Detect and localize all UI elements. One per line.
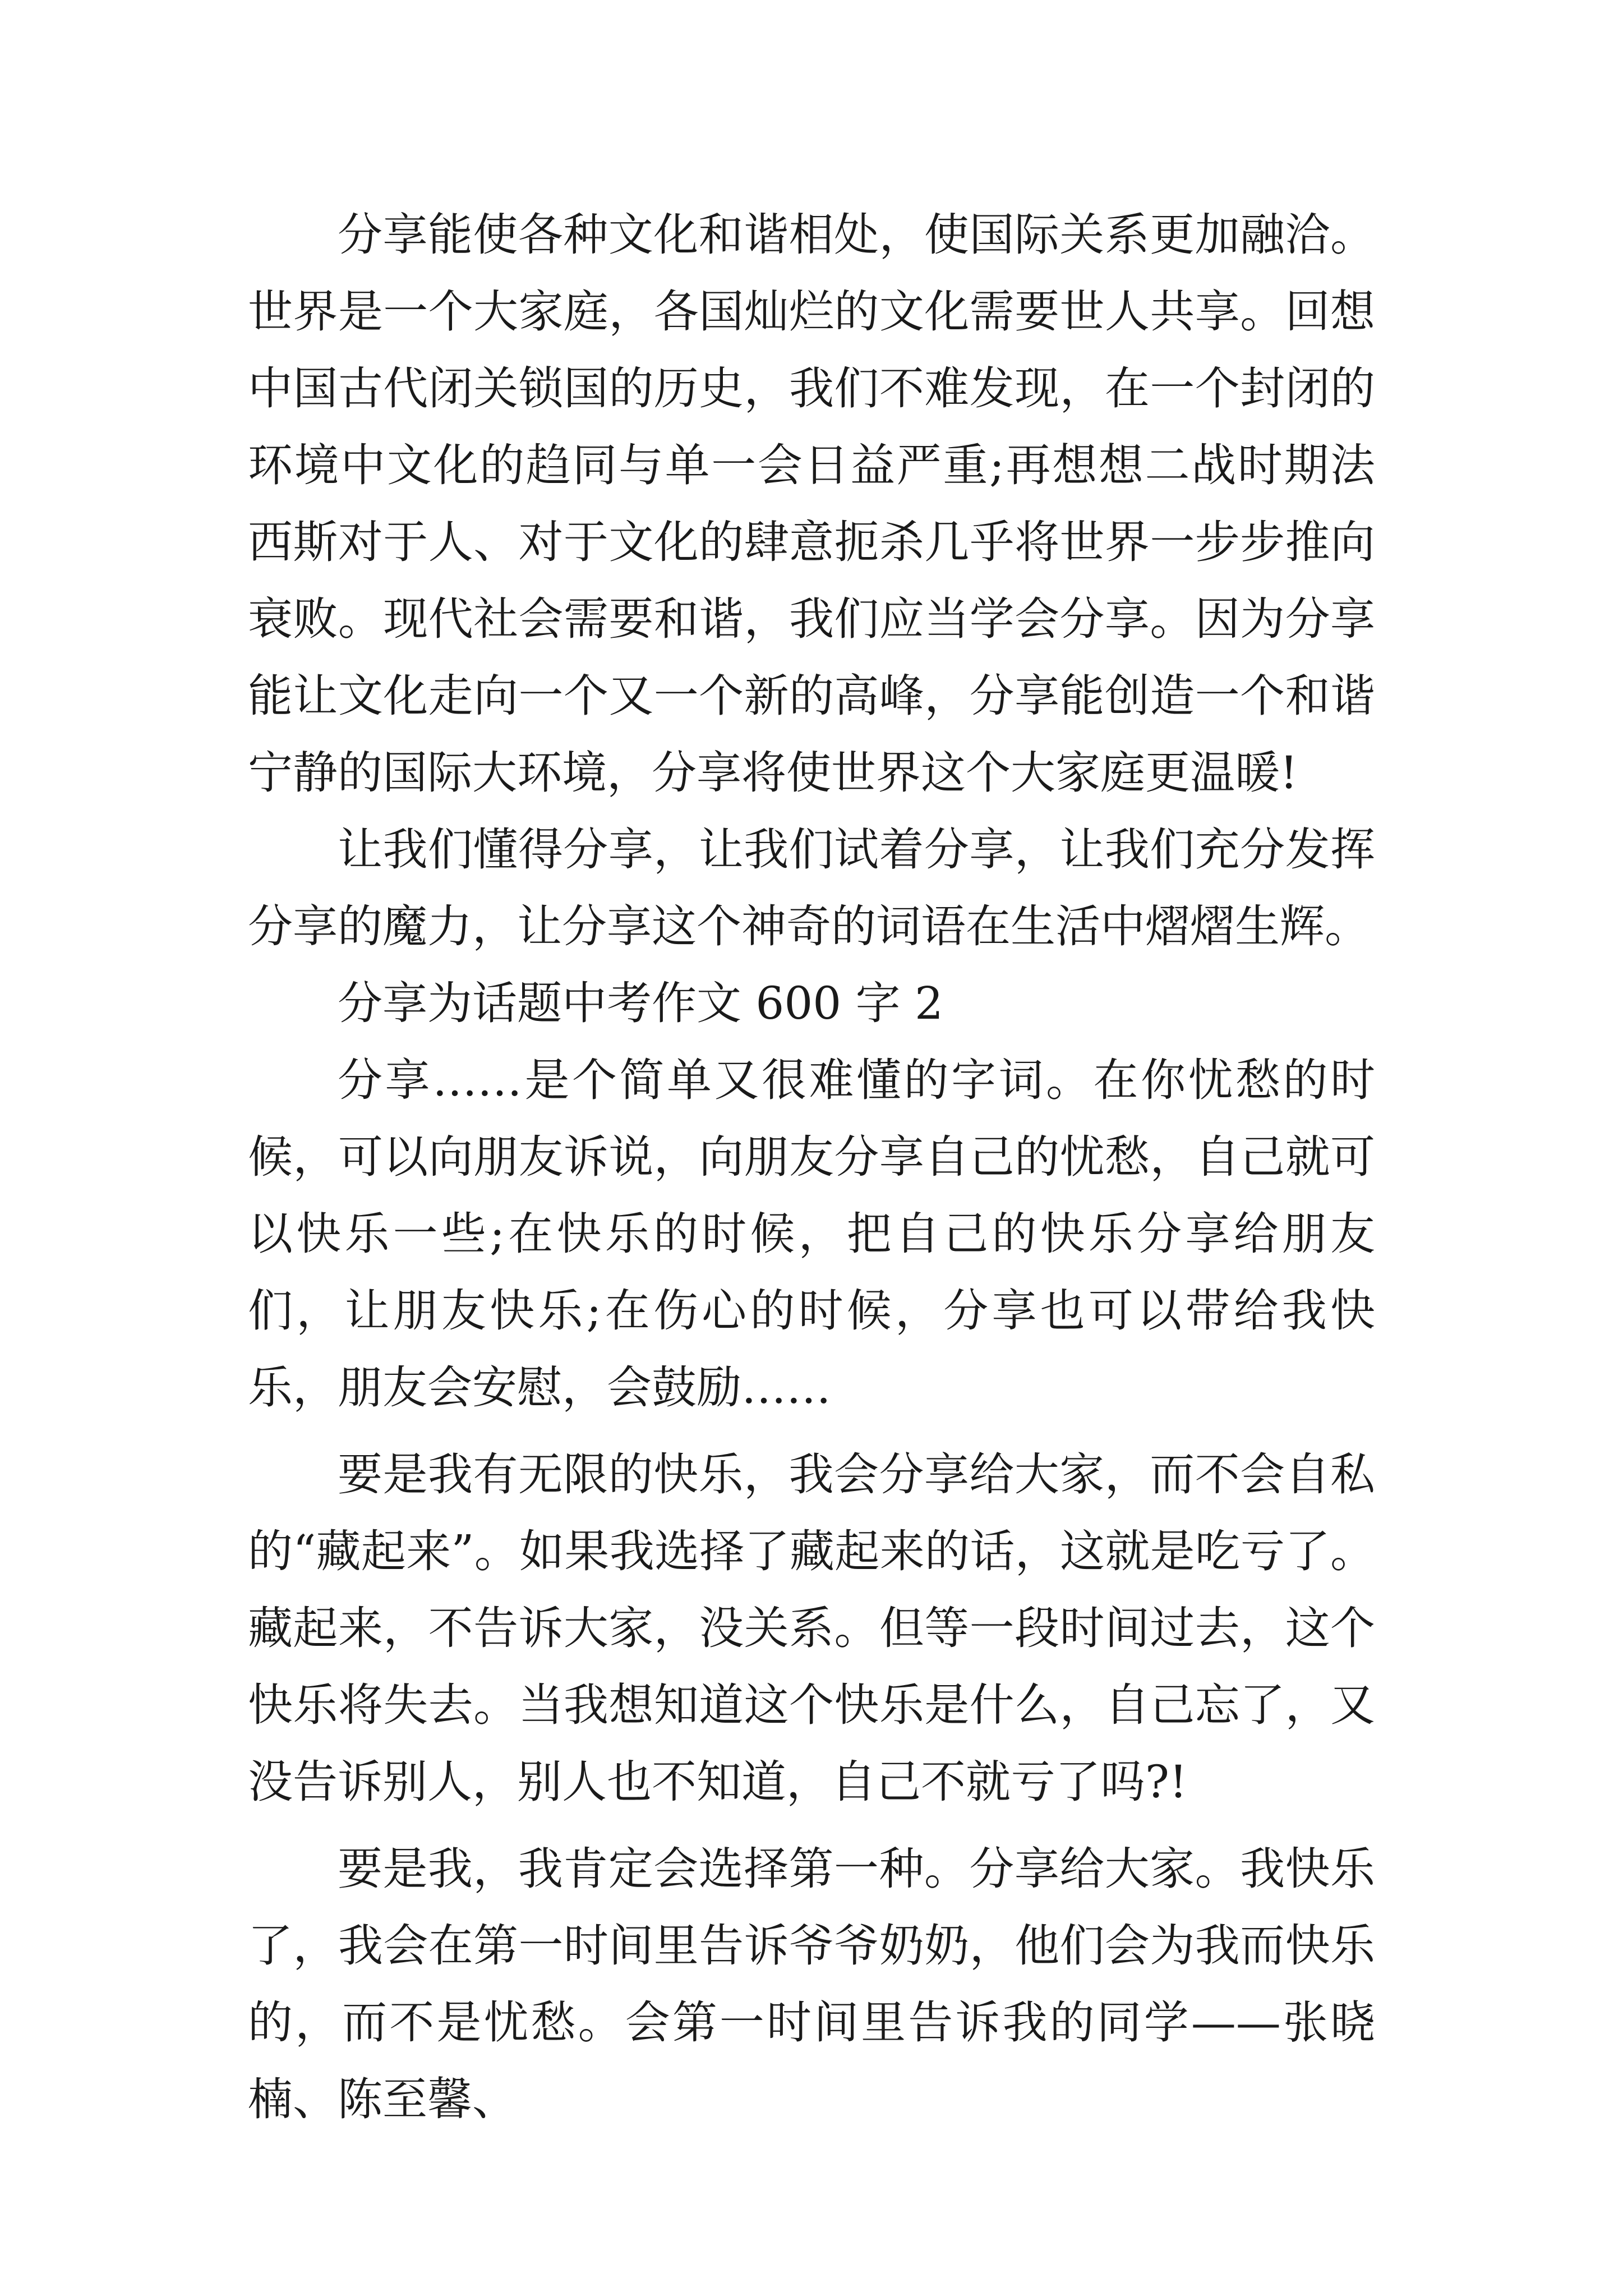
essay-heading: 分享为话题中考作文 600 字 2 xyxy=(338,977,943,1029)
paragraph-sharing-meaning: 分享……是个简单又很难懂的字词。在你忧愁的时候，可以向朋友诉说，向朋友分享自己的忧愁，自己就可以快乐一些;在快乐的时候，把自己的快乐分享给朋友们，让朋友快乐;在伤心的时候，分享也可以带给我快乐，朋友会安慰，会鼓励…… xyxy=(248,1054,1375,1414)
document-body xyxy=(248,196,1375,2138)
paragraph-hiding-happiness: 要是我有无限的快乐，我会分享给大家，而不会自私的“藏起来”。如果我选择了藏起来的话，这就是吃亏了。藏起来，不告诉大家，没关系。但等一段时间过去，这个快乐将失去。当我想知道这个快乐是什么，自己忘了，又没告诉别人，别人也不知道，自己不就亏了吗?! xyxy=(248,1448,1375,1808)
paragraph-first-choice: 要是我，我肯定会选择第一种。分享给大家。我快乐了，我会在第一时间里告诉爷爷奶奶，他们会为我而快乐的，而不是忧愁。会第一时间里告诉我的同学——张晓楠、陈至馨、 xyxy=(248,1843,1375,2125)
paragraph-culture-sharing: 分享能使各种文化和谐相处，使国际关系更加融洽。世界是一个大家庭，各国灿烂的文化需要世人共享。回想中国古代闭关锁国的历史，我们不难发现，在一个封闭的环境中文化的趋同与单一会日益严重;再想想二战时期法西斯对于人、对于文化的肆意扼杀几乎将世界一步步推向衰败。现代社会需要和谐，我们应当学会分享。因为分享能让文化走向一个又一个新的高峰，分享能创造一个和谐宁静的国际大环境，分享将使世界这个大家庭更温暖! xyxy=(248,209,1375,799)
paragraph-call-to-share: 让我们懂得分享，让我们试着分享，让我们充分发挥分享的魔力，让分享这个神奇的词语在生活中熠熠生辉。 xyxy=(248,823,1375,953)
